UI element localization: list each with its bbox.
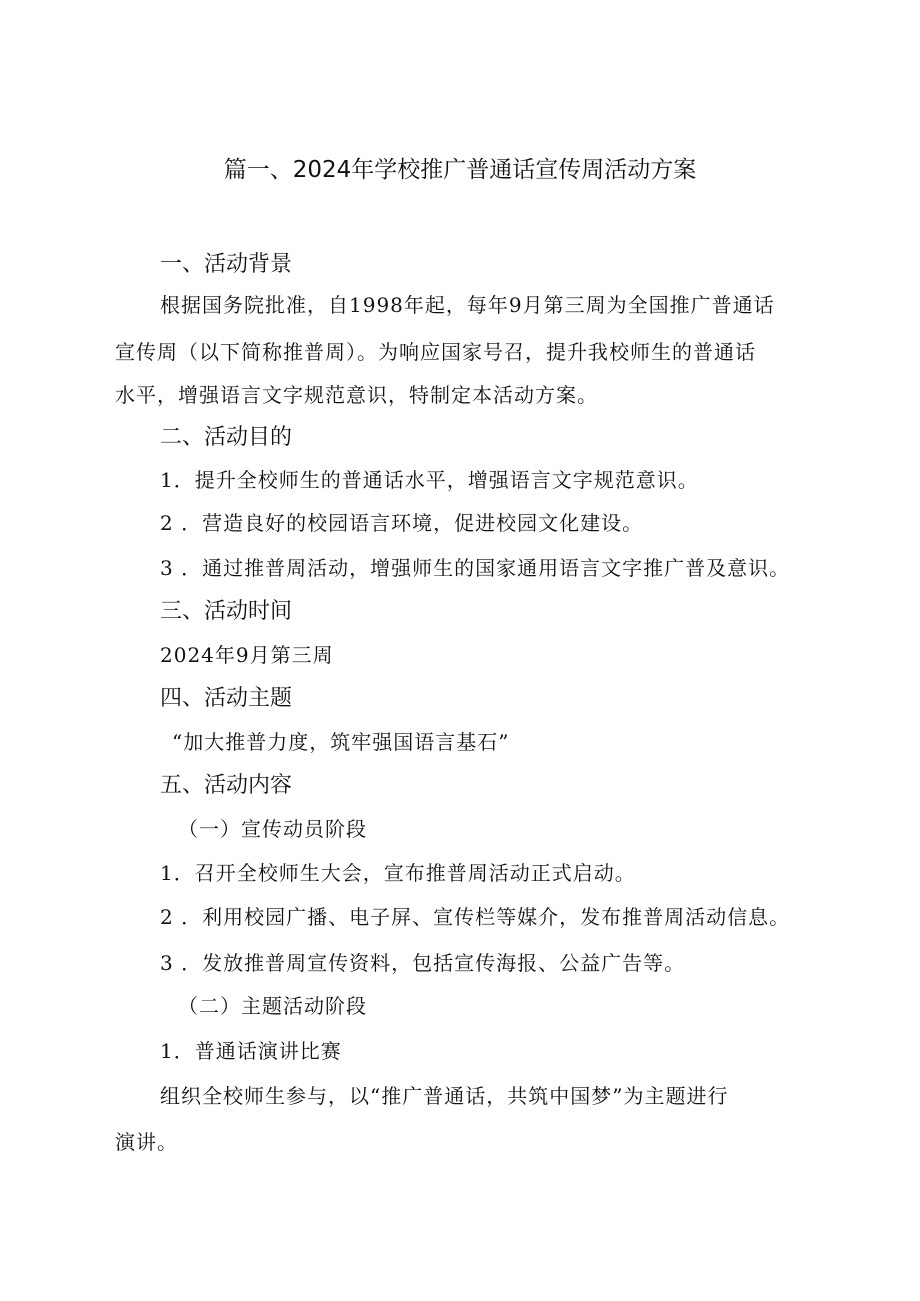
document-title: 篇一、2024年学校推广普通话宣传周活动方案	[223, 157, 697, 183]
section-heading-content: 五、活动内容	[160, 773, 293, 798]
paragraph-line: 水平，增强语言文字规范意识，特制定本活动方案。	[115, 383, 598, 407]
section-heading-theme: 四、活动主题	[160, 686, 293, 711]
list-item: 1．普通话演讲比赛	[160, 1039, 342, 1063]
section-heading-purpose: 二、活动目的	[160, 425, 293, 450]
list-item: 3 ．发放推普周宣传资料，包括宣传海报、公益广告等。	[160, 951, 686, 975]
section-heading-background: 一、活动背景	[160, 252, 293, 277]
list-item: 3 ．通过推普周活动，增强师生的国家通用语言文字推广普及意识。	[160, 556, 791, 580]
list-item: 1．提升全校师生的普通话水平，增强语言文字规范意识。	[160, 468, 699, 492]
subsection-heading: （一）宣传动员阶段	[178, 817, 367, 841]
section-heading-time: 三、活动时间	[160, 599, 293, 624]
list-item: 1．召开全校师生大会，宣布推普周活动正式启动。	[160, 861, 636, 885]
theme-text: “加大推普力度，筑牢强国语言基石”	[172, 730, 510, 754]
paragraph-line: 宣传周（以下简称推普周）。为响应国家号召，提升我校师生的普通话	[115, 340, 756, 364]
subsection-heading: （二）主题活动阶段	[178, 994, 367, 1018]
list-item: 2 ．利用校园广播、电子屏、宣传栏等媒介，发布推普周活动信息。	[160, 905, 791, 929]
list-item: 2 ．营造良好的校园语言环境，促进校园文化建设。	[160, 511, 644, 535]
paragraph-line: 根据国务院批准，自1998年起，每年9月第三周为全国推广普通话	[160, 293, 775, 317]
time-text: 2024年9月第三周	[160, 643, 334, 667]
paragraph-line: 组织全校师生参与，以“推广普通话，共筑中国梦”为主题进行	[160, 1084, 729, 1108]
paragraph-line: 演讲。	[115, 1130, 178, 1154]
